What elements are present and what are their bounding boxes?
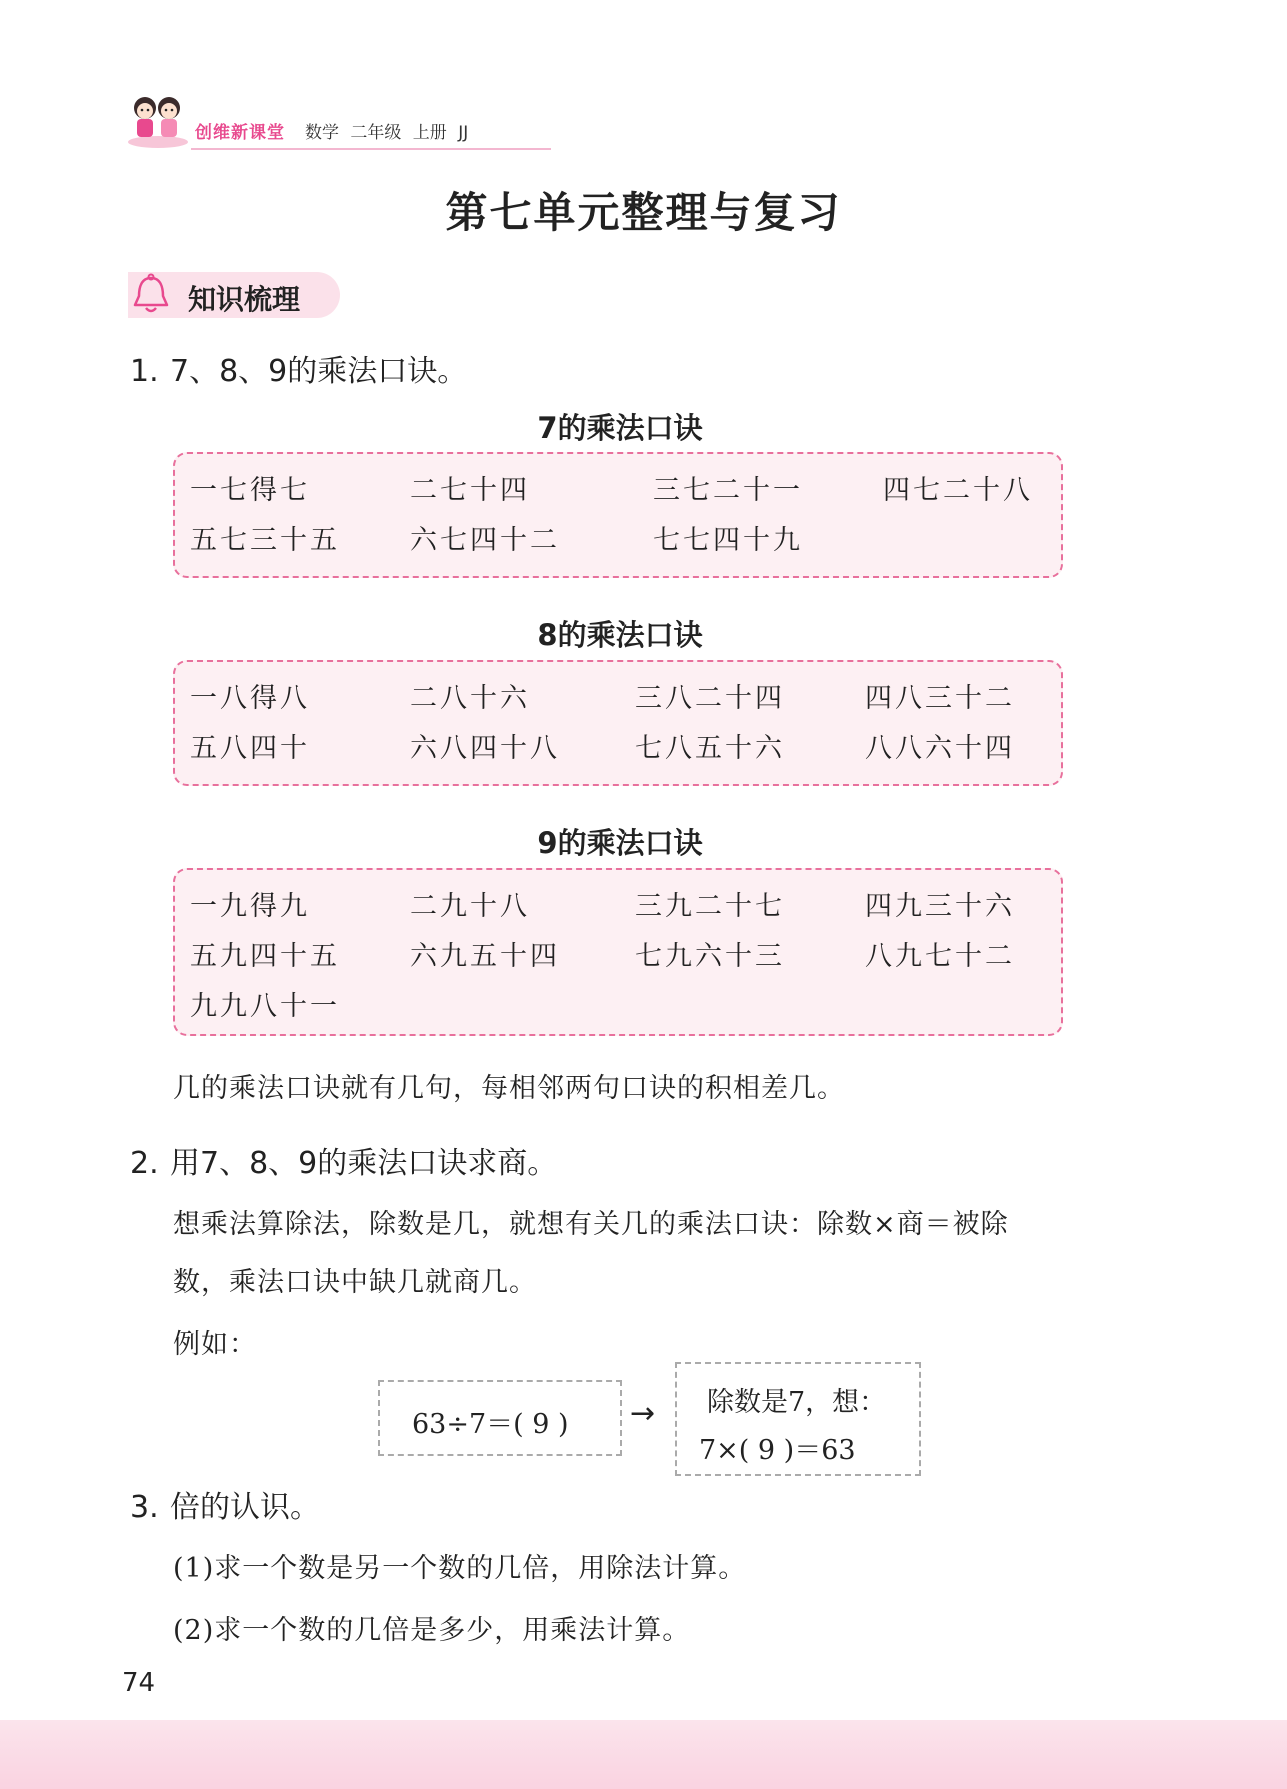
bell-icon [128,272,174,318]
item-3-point-1: (1)求一个数是另一个数的几倍，用除法计算。 [173,1553,747,1584]
rhyme-9-5: 五九四十五 [190,941,340,972]
rhyme-9-9: 九九八十一 [190,991,340,1022]
section-tag-label: 知识梳理 [188,283,301,316]
table-7-box [173,452,1063,578]
rhyme-9-6: 六九五十四 [410,941,560,972]
rhyme-7-1: 一七得七 [190,475,310,506]
page-number: 74 [122,1668,156,1698]
item-2-heading [130,1138,557,1182]
book-info: 数学 二年级 上册 JJ [305,123,469,143]
table-8-title: 8的乘法口诀 [537,618,703,652]
page-title: 第七单元整理与复习 [445,188,842,237]
rhyme-8-8: 八八六十四 [865,733,1015,764]
rhyme-9-3: 三九二十七 [635,891,785,922]
item-3-point-2: (2)求一个数的几倍是多少，用乘法计算。 [173,1615,691,1646]
rhyme-9-8: 八九七十二 [865,941,1015,972]
item-3-heading [130,1482,320,1526]
rhyme-8-4: 四八三十二 [865,683,1015,714]
rhyme-9-7: 七九六十三 [635,941,785,972]
rhyme-8-5: 五八四十 [190,733,310,764]
item-2-line-2: 数，乘法口诀中缺几就商几。 [173,1267,537,1298]
think-box [675,1362,921,1476]
rhyme-7-4: 四七二十八 [883,475,1033,506]
item-2-title: 用7、8、9的乘法口诀求商。 [170,1146,558,1181]
rhyme-9-1: 一九得九 [190,891,310,922]
rhyme-8-1: 一八得八 [190,683,310,714]
equation-text: 63÷7＝( 9 ) [412,1409,569,1440]
rhyme-7-2: 二七十四 [410,475,530,506]
rhyme-7-7: 七七四十九 [653,525,803,556]
mascot-logo-icon [125,90,191,150]
table-8-box [173,660,1063,786]
rhyme-8-6: 六八四十八 [410,733,560,764]
arrow-icon: → [630,1396,656,1431]
brand-name: 创维新课堂 [195,123,285,143]
item-3-number: 3. [130,1490,159,1525]
item-1-number: 1. [130,354,159,389]
page-header [125,86,625,156]
rhyme-9-4: 四九三十六 [865,891,1015,922]
item-3-title: 倍的认识。 [170,1490,320,1525]
equation-box [378,1380,622,1456]
section-tag [128,272,340,318]
rhyme-7-3: 三七二十一 [653,475,803,506]
item-2-number: 2. [130,1146,159,1181]
item-1-title: 7、8、9的乘法口诀。 [170,354,468,389]
rhyme-8-7: 七八五十六 [635,733,785,764]
table-9-box [173,868,1063,1036]
rhyme-8-3: 三八二十四 [635,683,785,714]
header-divider [191,148,551,150]
example-label: 例如： [173,1329,257,1360]
table-7-title: 7的乘法口诀 [537,411,703,445]
rhyme-7-6: 六七四十二 [410,525,560,556]
think-line-2: 7×( 9 )＝63 [699,1435,856,1466]
rhyme-7-5: 五七三十五 [190,525,340,556]
rhyme-9-2: 二九十八 [410,891,530,922]
item-2-line-1: 想乘法算除法，除数是几，就想有关几的乘法口诀：除数×商＝被除 [173,1209,1009,1240]
footer-band [0,1720,1287,1789]
rhyme-8-2: 二八十六 [410,683,530,714]
table-9-title: 9的乘法口诀 [537,826,703,860]
item-1-note: 几的乘法口诀就有几句，每相邻两句口诀的积相差几。 [173,1073,845,1104]
item-1-heading [130,346,467,390]
think-line-1: 除数是7，想： [707,1387,887,1418]
